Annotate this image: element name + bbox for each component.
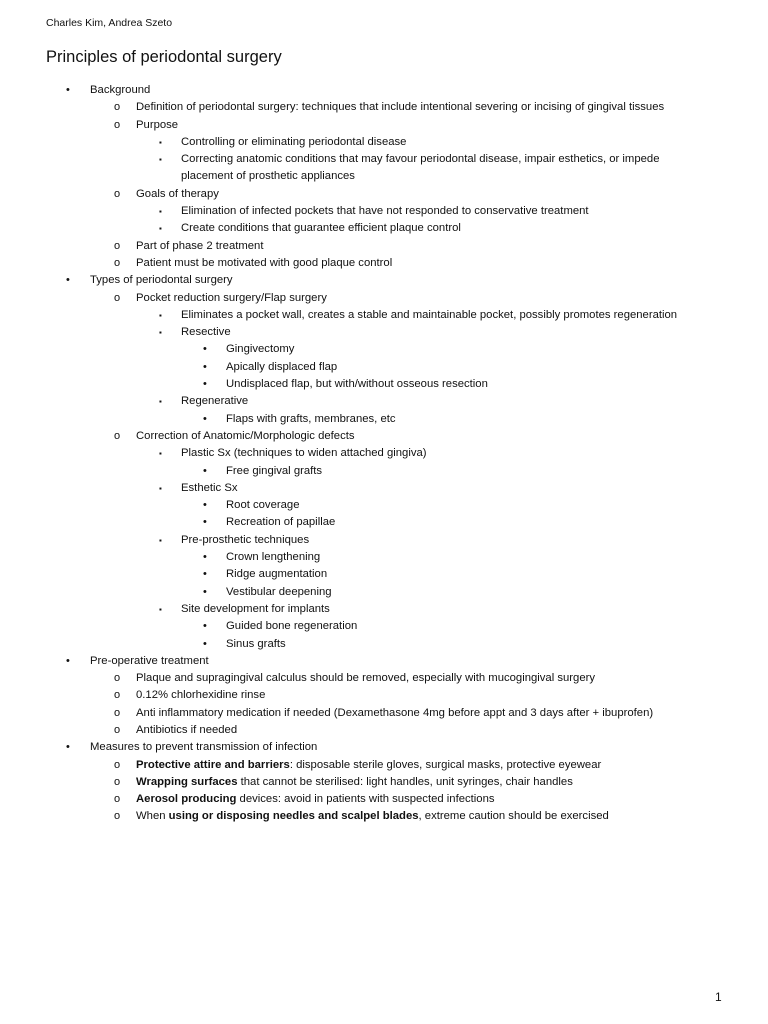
bullet-marker: •	[203, 551, 207, 564]
outline-item-text	[136, 757, 601, 774]
outline-item-level-2	[0, 255, 768, 272]
outline-item-body: Background	[90, 84, 151, 96]
outline-item-body: Root coverage	[226, 499, 300, 512]
outline-item-body: Plaque and supragingival calculus should be removed, especially with mucogingival surgery	[136, 672, 596, 685]
outline-item-text	[181, 203, 589, 220]
outline-item-text	[181, 220, 461, 237]
outline-item-text	[136, 808, 609, 825]
bullet-marker: •	[66, 741, 70, 754]
outline-item-text	[136, 705, 653, 722]
bullet-marker: o	[114, 101, 121, 114]
outline-item-body: Flaps with grafts, membranes, etc	[226, 412, 396, 425]
outline-item-level-4	[0, 636, 768, 653]
bullet-marker: o	[114, 706, 121, 719]
bullet-marker: •	[203, 499, 207, 512]
outline-item-text	[181, 601, 330, 618]
outline-item-text	[226, 359, 337, 376]
outline-item-body: Esthetic Sx	[181, 481, 238, 494]
outline-item-body: Plastic Sx (techniques to widen attached gingiva)	[181, 447, 427, 460]
outline-item-text	[226, 341, 294, 358]
outline-item-level-4	[0, 463, 768, 480]
outline-item-text	[226, 584, 332, 601]
outline-item-text	[226, 618, 357, 635]
bullet-marker: •	[203, 412, 207, 425]
outline-item-body: Pre-operative treatment	[90, 654, 209, 667]
outline-item-text	[136, 670, 595, 687]
outline-item-text	[226, 514, 335, 531]
bullet-marker: •	[203, 620, 207, 633]
outline-item-level-1	[0, 82, 768, 99]
author-names: Charles Kim, Andrea Szeto	[46, 17, 173, 29]
bullet-marker: •	[203, 360, 207, 373]
bullet-marker: ▪	[159, 155, 162, 165]
outline-item-body: Crown lengthening	[226, 551, 321, 564]
outline-item-body: Resective	[181, 326, 231, 339]
outline-item-text	[136, 687, 265, 704]
bullet-marker: o	[114, 118, 121, 131]
outline-item-emphasis: Wrapping surfaces	[136, 775, 238, 788]
outline-item-text	[136, 238, 263, 255]
outline-item-body: Controlling or eliminating periodontal disease	[181, 135, 407, 148]
outline-item-text	[136, 117, 178, 134]
outline-item-body: Measures to prevent transmission of infection	[90, 741, 318, 754]
outline-item-level-3	[0, 203, 768, 220]
bullet-marker: •	[203, 464, 207, 477]
outline-item-body: Guided bone regeneration	[226, 620, 358, 633]
bullet-marker: •	[66, 654, 70, 667]
bullet-marker: o	[114, 793, 121, 806]
outline-item-level-1	[0, 272, 768, 289]
outline-item-text	[136, 99, 664, 116]
bullet-marker: ▪	[159, 310, 162, 320]
outline-item-level-4	[0, 411, 768, 428]
outline-item-text	[226, 376, 488, 393]
outline-item-level-2	[0, 774, 768, 791]
outline-item-body: Pre-prosthetic techniques	[181, 533, 310, 546]
outline-item-text	[226, 636, 286, 653]
outline-item-body: placement of prosthetic appliances	[181, 170, 355, 183]
outline-item-body: Types of periodontal surgery	[90, 274, 233, 287]
bullet-marker: •	[203, 378, 207, 391]
outline-item-emphasis: Aerosol producing	[136, 793, 237, 806]
outline-item-text	[181, 393, 248, 410]
bullet-marker: o	[114, 429, 121, 442]
outline-item-text	[226, 549, 320, 566]
outline-item-level-2	[0, 705, 768, 722]
outline-item-body: Apically displaced flap	[226, 360, 338, 373]
outline-item-body: Regenerative	[181, 395, 249, 408]
outline-item-body: Anti inflammatory medication if needed (Dexamethasone 4mg before appt and 3 days after + ibuprofen)	[136, 706, 654, 719]
bullet-marker: ▪	[159, 328, 162, 338]
outline-item-level-4	[0, 359, 768, 376]
outline-item-body: Ridge augmentation	[226, 568, 328, 581]
outline-item-level-2	[0, 757, 768, 774]
outline-item-level-3	[0, 445, 768, 462]
outline-item-text	[181, 134, 406, 151]
outline-item-level-2	[0, 186, 768, 203]
outline-item-level-2	[0, 687, 768, 704]
outline-item-emphasis: Protective attire and barriers	[136, 758, 290, 771]
bullet-marker: •	[203, 343, 207, 356]
outline-item-body: devices: avoid in patients with suspected infections	[236, 793, 495, 806]
outline-item-level-2	[0, 238, 768, 255]
outline-item-level-1	[0, 653, 768, 670]
outline-item-level-3	[0, 532, 768, 549]
outline-item-level-2	[0, 722, 768, 739]
bullet-marker: o	[114, 723, 121, 736]
outline-item-level-4	[0, 341, 768, 358]
outline-item-body: Purpose	[136, 118, 179, 131]
outline-item-body: Undisplaced flap, but with/without osseous resection	[226, 378, 488, 391]
outline-item-level-2	[0, 808, 768, 825]
outline-item-text	[181, 324, 231, 341]
bullet-marker: ▪	[159, 604, 162, 614]
outline-item-text	[90, 82, 150, 99]
outline-item-level-4	[0, 497, 768, 514]
outline-item-text	[136, 428, 355, 445]
outline-item-text	[136, 255, 392, 272]
outline-item-level-3	[0, 307, 768, 324]
outline-item-body: Pocket reduction surgery/Flap surgery	[136, 291, 327, 304]
outline-item-level-2	[0, 290, 768, 307]
outline-item-level-2	[0, 117, 768, 134]
outline-item-body: : disposable sterile gloves, surgical masks, protective eyewear	[289, 758, 602, 771]
outline-item-text	[226, 411, 396, 428]
outline-item-body: Definition of periodontal surgery: techniques that include intentional severing or incising of gingival tissues	[136, 101, 665, 114]
outline-item-text	[181, 445, 427, 462]
outline-item-body: Part of phase 2 treatment	[136, 239, 264, 252]
outline-item-body: Patient must be motivated with good plaque control	[136, 256, 393, 269]
outline-item-text	[136, 774, 573, 791]
bullet-marker: o	[114, 239, 121, 252]
bullet-marker: ▪	[159, 535, 162, 545]
outline-item-level-4	[0, 618, 768, 635]
outline-item-level-3	[0, 168, 768, 185]
outline-item-body: that cannot be sterilised: light handles, unit syringes, chair handles	[237, 775, 573, 788]
outline-item-level-1	[0, 739, 768, 756]
bullet-marker: •	[203, 568, 207, 581]
outline-item-text	[226, 497, 299, 514]
page-title: Principles of periodontal surgery	[46, 48, 282, 66]
bullet-marker: o	[114, 689, 121, 702]
outline-item-level-2	[0, 99, 768, 116]
bullet-marker: •	[203, 585, 207, 598]
bullet-marker: ▪	[159, 483, 162, 493]
outline-item-level-4	[0, 566, 768, 583]
outline-item-level-2	[0, 791, 768, 808]
bullet-marker: ▪	[159, 224, 162, 234]
bullet-marker: •	[66, 274, 70, 287]
outline-item-level-3	[0, 601, 768, 618]
bullet-marker: o	[114, 672, 121, 685]
outline-item-body: Free gingival grafts	[226, 464, 323, 477]
outline-item-body: Eliminates a pocket wall, creates a stable and maintainable pocket, possibly promotes regeneration	[181, 308, 678, 321]
outline-item-level-2	[0, 670, 768, 687]
outline-item-level-4	[0, 549, 768, 566]
bullet-marker: •	[203, 637, 207, 650]
outline-item-text	[90, 272, 233, 289]
outline-item-body: Recreation of papillae	[226, 516, 336, 529]
outline-item-body: Site development for implants	[181, 602, 330, 615]
outline-item-text	[226, 566, 327, 583]
outline-item-level-4	[0, 514, 768, 531]
outline-item-level-4	[0, 584, 768, 601]
outline-item-body: Correction of Anatomic/Morphologic defects	[136, 429, 355, 442]
bullet-marker: ▪	[159, 137, 162, 147]
outline-item-text	[226, 463, 322, 480]
bullet-marker: •	[66, 84, 70, 96]
bullet-marker: ▪	[159, 449, 162, 459]
outline-item-level-3	[0, 220, 768, 237]
outline-item-body: Antibiotics if needed	[136, 723, 238, 736]
bullet-marker: o	[114, 775, 121, 788]
bullet-marker: o	[114, 810, 121, 823]
outline-item-text	[181, 532, 309, 549]
outline-item-text	[181, 168, 355, 185]
outline-item-text	[181, 307, 677, 324]
outline-item-text	[136, 791, 495, 808]
outline-item-text	[90, 739, 317, 756]
outline-item-level-3	[0, 480, 768, 497]
outline-item-body: , extreme caution should be exercised	[418, 810, 609, 823]
bullet-marker: o	[114, 758, 121, 771]
outline-item-body: 0.12% chlorhexidine rinse	[136, 689, 266, 702]
outline-item-text	[136, 722, 237, 739]
bullet-marker: •	[203, 516, 207, 529]
outline-item-body: Sinus grafts	[226, 637, 286, 650]
outline-item-body: Elimination of infected pockets that have not responded to conservative treatment	[181, 205, 589, 218]
outline-item-level-3	[0, 393, 768, 410]
outline-item-text	[136, 186, 219, 203]
bullet-marker: o	[114, 187, 121, 200]
outline-item-body: Correcting anatomic conditions that may favour periodontal disease, impair esthetics, or impede	[181, 153, 660, 166]
outline-item-body: Goals of therapy	[136, 187, 219, 200]
outline-item-prefix: When	[136, 810, 169, 823]
bullet-marker: ▪	[159, 207, 162, 217]
outline-item-text	[181, 151, 659, 168]
outline-item-text	[136, 290, 327, 307]
bullet-marker: ▪	[159, 397, 162, 407]
outline-item-level-2	[0, 428, 768, 445]
bullet-marker: o	[114, 291, 121, 304]
outline-item-level-3	[0, 151, 768, 168]
outline-item-text	[90, 653, 209, 670]
bullet-marker: o	[114, 256, 121, 269]
outline-item-level-4	[0, 376, 768, 393]
outline-item-text	[181, 480, 238, 497]
outline-item-level-3	[0, 134, 768, 151]
outline-item-emphasis: using or disposing needles and scalpel blades	[168, 810, 419, 823]
outline-list	[0, 82, 768, 826]
outline-item-body: Gingivectomy	[226, 343, 295, 356]
outline-item-level-3	[0, 324, 768, 341]
outline-item-body: Create conditions that guarantee efficient plaque control	[181, 222, 461, 235]
outline-item-body: Vestibular deepening	[226, 585, 332, 598]
page-number: 1	[715, 990, 722, 1004]
